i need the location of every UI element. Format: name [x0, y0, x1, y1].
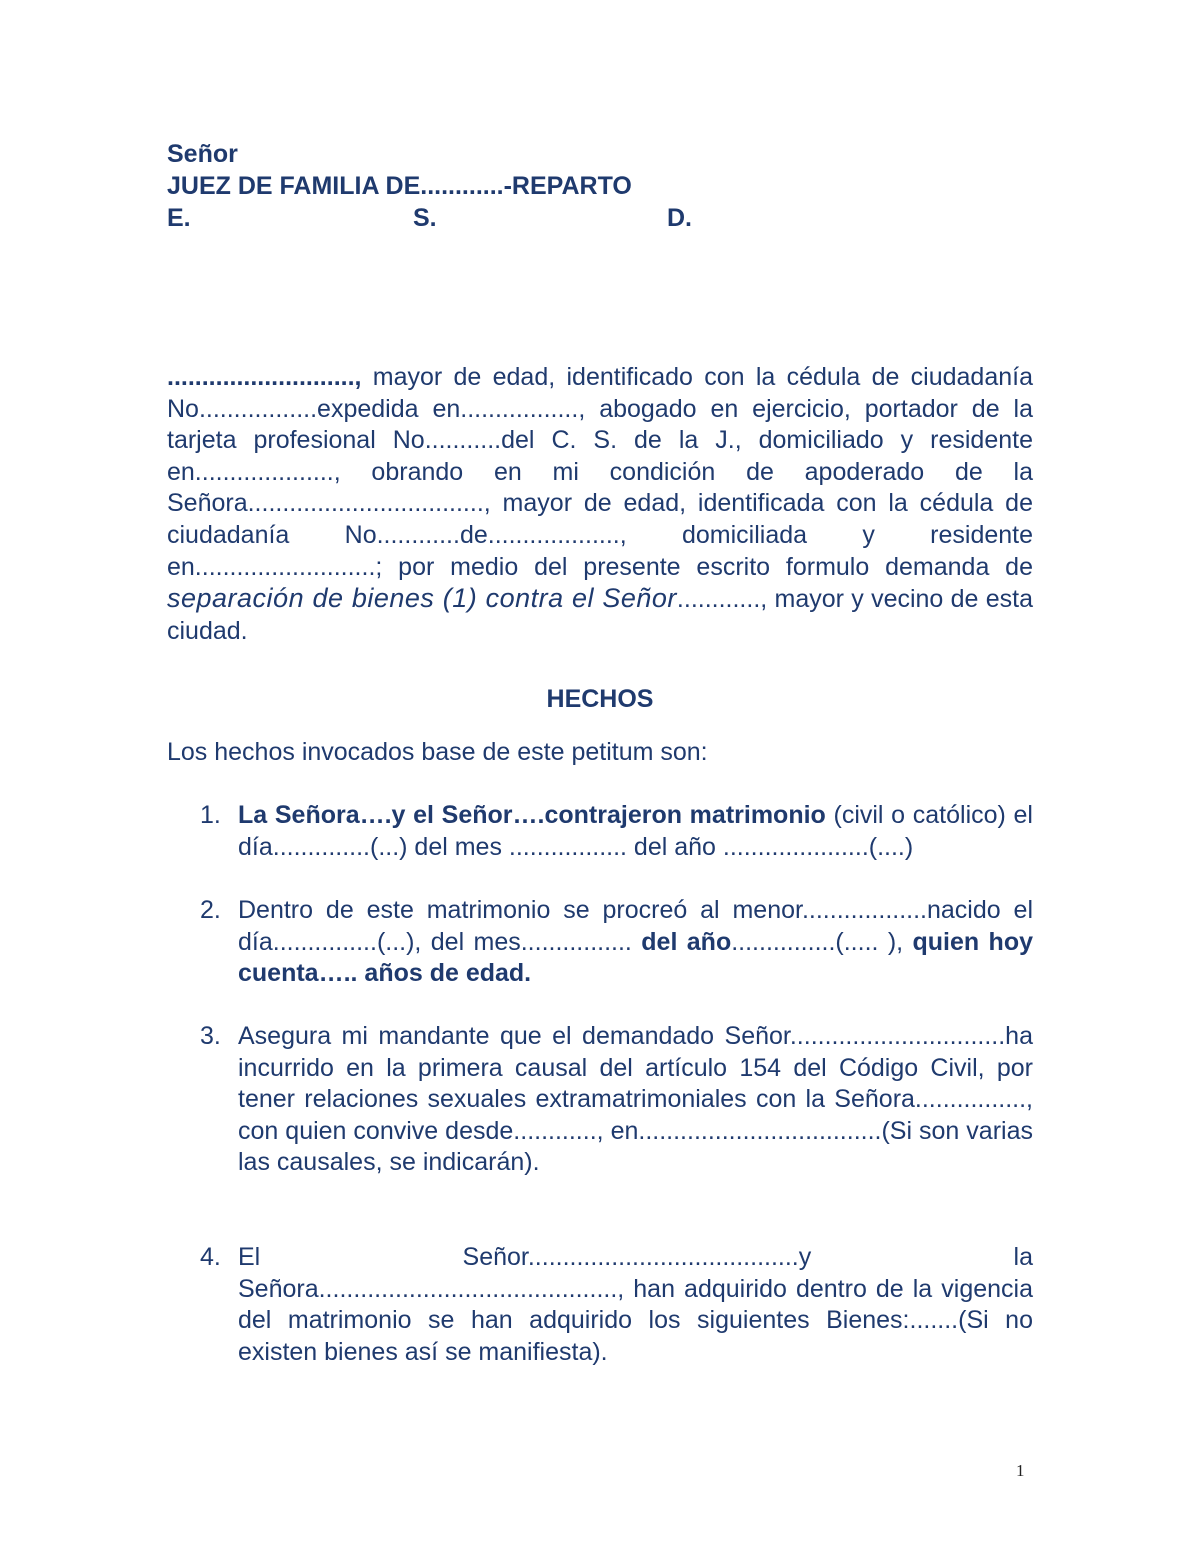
addressee-salutation: Señor — [167, 140, 238, 168]
item-bold-start: del año — [641, 927, 732, 956]
item-text — [238, 800, 1033, 863]
addressee-block — [167, 138, 727, 234]
esd-e: E. — [167, 204, 191, 232]
opening-text: mayor de edad, identificado con la cédula de ciudadanía No.................expedida en................., abogado en ejercicio, portador de la tarjeta profesional No...........del C. S. de la J., domiciliado y residente en...................., obrando en mi condición de apoderado de la Señora.................................., mayor de edad, identificada con la cédula de ciudadanía No............de..................., domiciliada y residente en..........................; por medio del presente escrito formulo demanda de — [167, 363, 1033, 581]
list-item — [200, 1021, 1033, 1179]
item-body-text: Dentro de este matrimonio se procreó al menor..................nacido el día...............(...), del mes................ — [238, 896, 1033, 956]
list-item — [200, 1242, 1033, 1368]
page-number: 1 — [1016, 1461, 1025, 1480]
addressee-judge: JUEZ DE FAMILIA DE............-REPARTO — [167, 172, 632, 200]
item-text — [238, 895, 1033, 990]
opening-tail: ............, mayor y vecino de esta ciudad. — [167, 585, 1033, 645]
item-bold-text: La Señora….y el Señor….contrajeron matrimonio — [238, 801, 826, 829]
esd-d: D. — [667, 204, 692, 232]
list-item — [200, 895, 1033, 990]
section-heading: HECHOS — [546, 685, 654, 713]
list-item — [200, 800, 1033, 863]
item-text: Asegura mi mandante que el demandado Señor...............................ha incurrido en la primera causal del artículo 154 del Código Civil, por tener relaciones sexuales extramatrimoniales con la Señora................, con quien convive desde............, en...................................(Si son varias las causales, se indicarán). — [238, 1022, 1033, 1177]
esd-s: S. — [413, 204, 437, 232]
item-bold-end: quien hoy cuenta….. años de edad. — [238, 927, 1033, 988]
item-text: El Señor.......................................y la Señora..........................................., han adquirido dentro de la vigencia del matrimonio se han adquirido los siguientes Bienes:.......(Si no existen bienes así se manifiesta). — [238, 1243, 1033, 1366]
item-number: 4. — [200, 1243, 221, 1271]
facts-intro: Los hechos invocados base de este petitum son: — [167, 738, 708, 766]
esd-line — [167, 202, 727, 234]
item-mid-text: ...............(..... ), — [731, 927, 904, 956]
item-body-text: (civil o católico) el día..............(...) del mes ................. del año .....................(....) — [238, 801, 1033, 861]
item-number: 1. — [200, 801, 221, 829]
opening-paragraph — [167, 362, 1033, 647]
item-number: 2. — [200, 896, 221, 924]
item-number: 3. — [200, 1022, 221, 1050]
name-placeholder: ..........................., — [167, 363, 362, 391]
claim-italic: separación de bienes (1) contra el Señor — [167, 583, 677, 614]
